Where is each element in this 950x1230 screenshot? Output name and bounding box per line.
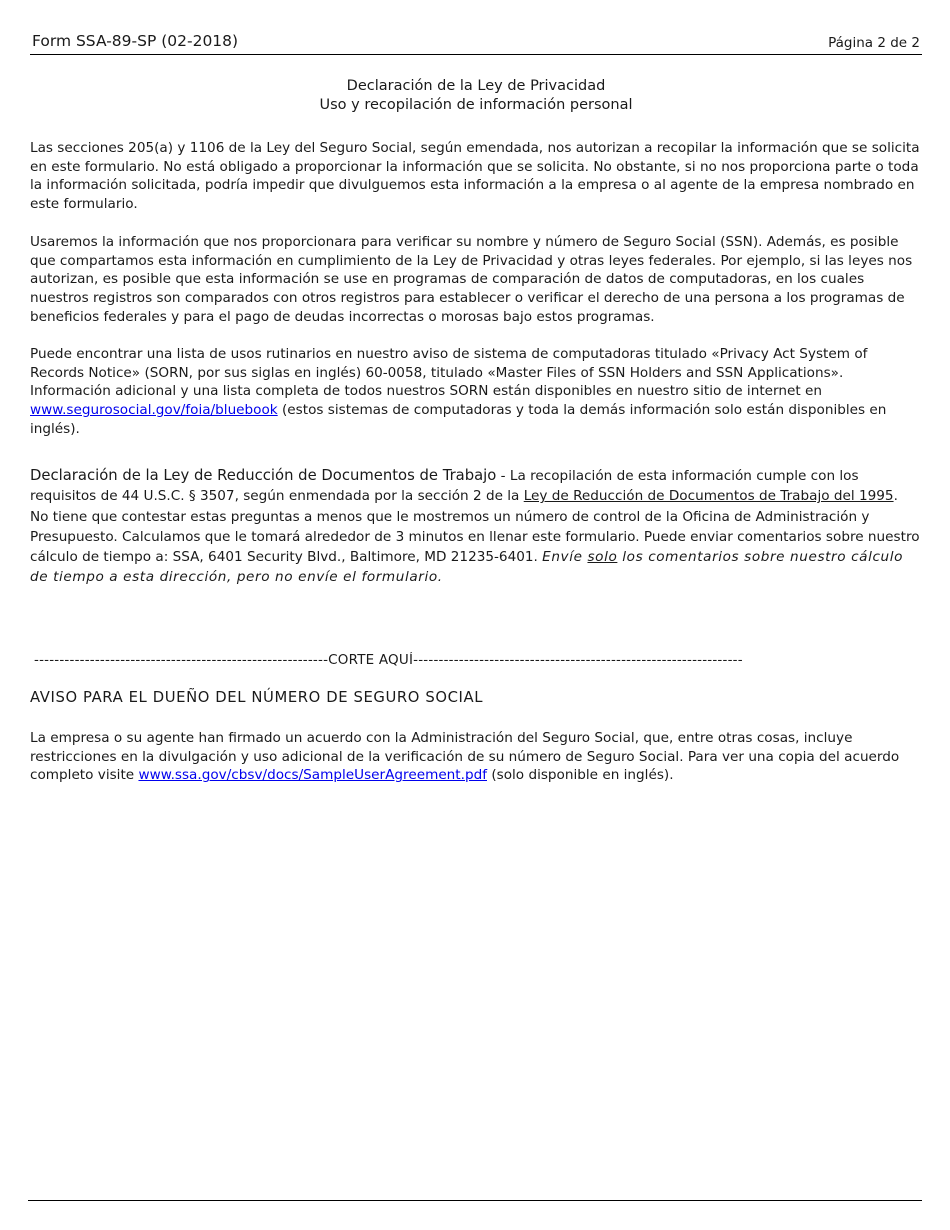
paperwork-title: Declaración de la Ley de Reducción de Documentos de Trabajo [30,467,497,484]
privacy-title [30,77,922,115]
notice-title: AVISO PARA EL DUEÑO DEL NÚMERO DE SEGURO SOCIAL [30,689,484,706]
privacy-paragraph-2: Usaremos la información que nos proporcionara para verificar su nombre y número de Seguro Social (SSN). Además, es posible que compartamos esta información en cumplimiento de la Ley de Privacidad y otras leyes federales. Por ejemplo, si las leyes nos autorizan, es posible que esta información se use en programas de comparación de datos de computadoras, en los cuales nuestros registros son comparados con otros registros para establecer o verificar el derecho de una persona a los programas de beneficios federales y para el pago de deudas incorrectas o morosas bajo estos programas. [30,234,913,325]
privacy-paragraph-3-tail: (estos sistemas de computadoras y toda la demás información solo están disponibles en inglés). [30,402,887,437]
footer-divider [28,1200,922,1201]
notice-text: La empresa o su agente han firmado un acuerdo con la Administración del Seguro Social, que, entre otras cosas, incluye restricciones en la divulgación y uso adicional de la verificación de su número de Seguro Social. Para ver una copia del acuerdo completo visite [30,730,900,784]
privacy-paragraph-1: Las secciones 205(a) y 1106 de la Ley del Seguro Social, según emendada, nos autorizan a recopilar la información que se solicita en este formulario. No está obligado a proporcionar la información que se solicita. No obstante, si no nos proporciona parte o toda la información solicitada, podría impedir que divulguemos esta información a la empresa o al agente de la empresa nombrado en este formulario. [30,140,920,213]
paperwork-italic-before: Envíe [542,549,588,566]
paperwork-statement [30,466,920,588]
cut-here-label: CORTE AQUÍ [328,652,414,668]
page-number: Página 2 de 2 [828,35,920,51]
form-id: Form SSA-89-SP (02-2018) [32,32,239,50]
privacy-title-line2: Uso y recopilación de información personal [319,97,633,113]
bluebook-link[interactable]: www.segurosocial.gov/foia/bluebook [30,402,278,419]
page-header [30,30,922,55]
paperwork-law-name: Ley de Reducción de Documentos de Trabajo del 1995 [523,488,894,505]
privacy-title-line1: Declaración de la Ley de Privacidad [346,78,606,94]
paperwork-text-2: . No tiene que contestar estas preguntas a menos que le mostremos un número de control de la Oficina de Administración y Presupuesto. Calculamos que le tomará alrededor de 3 minutos en llenar este formulario. Puede enviar comentarios sobre nuestro cálculo de tiempo a: SSA, 6401 Security Blvd., Baltimore, MD 21235-6401. [30,488,920,566]
privacy-paragraph-3 [30,345,920,439]
agreement-link[interactable]: www.ssa.gov/cbsv/docs/SampleUserAgreement.pdf [138,767,487,784]
cut-here-line: ----------------------------------------------------------CORTE AQUÍ----------------------------------------------------------------- [34,652,743,668]
notice-paragraph [30,729,920,785]
paperwork-text-1: - La recopilación de esta información cumple con los requisitos de 44 U.S.C. § 3507, según enmendada por la sección 2 de la [30,468,859,505]
notice-text-tail: (solo disponible en inglés). [487,767,674,784]
privacy-paragraph-3-text: Puede encontrar una lista de usos rutinarios en nuestro aviso de sistema de computadoras titulado «Privacy Act System of Records Notice» (SORN, por sus siglas en inglés) 60-0058, titulado «Master Files of SSN Holders and SSN Applications». Información adicional y una lista completa de todos nuestros SORN están disponibles en nuestro sitio de internet en [30,346,868,400]
paperwork-italic-solo: solo [587,549,618,566]
paperwork-italic-after: los comentarios sobre nuestro cálculo de tiempo a esta dirección, pero no envíe el formulario. [30,549,904,586]
